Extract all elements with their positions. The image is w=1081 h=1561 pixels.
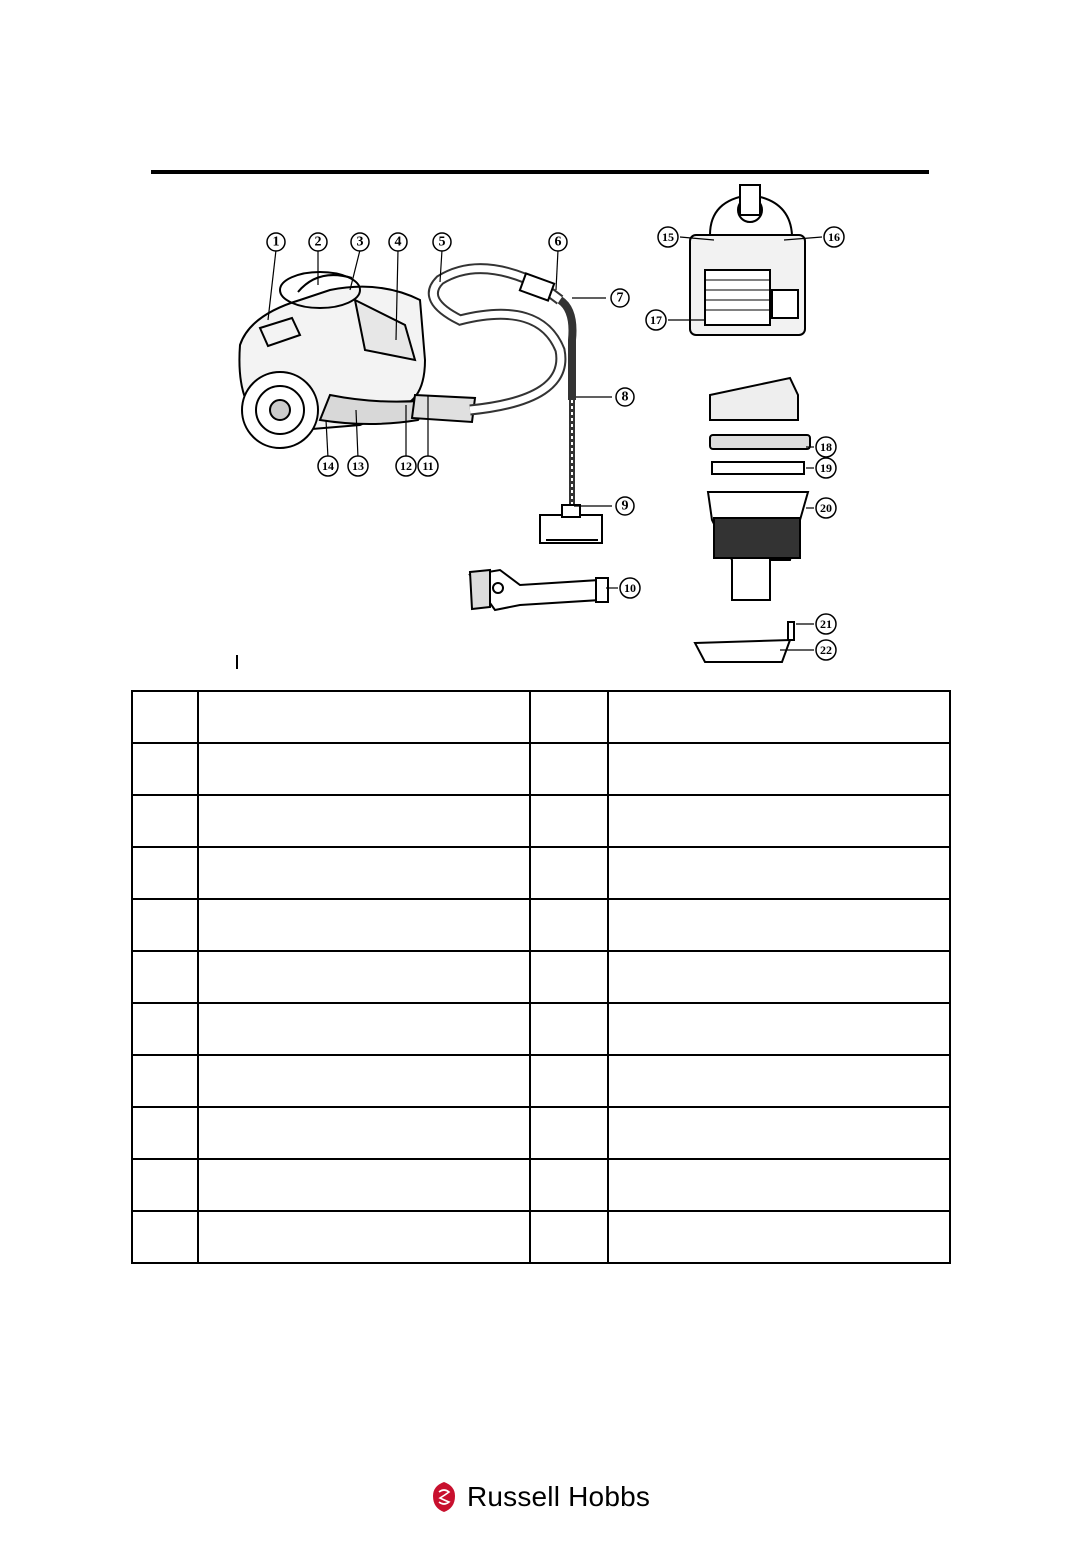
callout-16: 16 bbox=[828, 230, 840, 244]
part-number-left bbox=[132, 1003, 198, 1055]
part-number-left bbox=[132, 899, 198, 951]
callout-14: 14 bbox=[322, 459, 334, 473]
part-number-right bbox=[530, 1211, 608, 1263]
part-name-left bbox=[198, 743, 530, 795]
crevice-brush-tool bbox=[470, 570, 608, 610]
table-row bbox=[132, 899, 950, 951]
part-number-left bbox=[132, 691, 198, 743]
part-number-left bbox=[132, 795, 198, 847]
part-name-left bbox=[198, 1003, 530, 1055]
callout-21: 21 bbox=[820, 617, 832, 631]
parts-table bbox=[131, 690, 951, 1264]
callout-22: 22 bbox=[820, 643, 832, 657]
part-number-left bbox=[132, 743, 198, 795]
callout-4: 4 bbox=[394, 234, 402, 250]
russell-hobbs-logo-icon bbox=[431, 1480, 457, 1514]
callout-15: 15 bbox=[662, 230, 674, 244]
part-number-left bbox=[132, 1107, 198, 1159]
table-row bbox=[132, 1159, 950, 1211]
part-name-left bbox=[198, 795, 530, 847]
part-name-left bbox=[198, 691, 530, 743]
part-name-right bbox=[608, 743, 950, 795]
callout-7: 7 bbox=[616, 290, 624, 306]
part-name-left bbox=[198, 847, 530, 899]
part-number-right bbox=[530, 847, 608, 899]
cyclone-filter bbox=[708, 492, 808, 600]
callout-6: 6 bbox=[554, 234, 562, 250]
part-name-left bbox=[198, 951, 530, 1003]
part-number-right bbox=[530, 1159, 608, 1211]
part-number-left bbox=[132, 951, 198, 1003]
part-name-right bbox=[608, 847, 950, 899]
callout-17: 17 bbox=[650, 313, 662, 327]
callout-20: 20 bbox=[820, 501, 832, 515]
part-name-right bbox=[608, 1211, 950, 1263]
callout-13: 13 bbox=[352, 459, 364, 473]
callout-9: 9 bbox=[621, 498, 629, 514]
part-name-left bbox=[198, 899, 530, 951]
vacuum-exploded-diagram bbox=[0, 0, 1081, 690]
table-row bbox=[132, 1211, 950, 1263]
part-name-right bbox=[608, 951, 950, 1003]
part-name-right bbox=[608, 1107, 950, 1159]
callout-3: 3 bbox=[356, 234, 364, 250]
part-name-right bbox=[608, 795, 950, 847]
callout-2: 2 bbox=[314, 234, 322, 250]
table-row bbox=[132, 1107, 950, 1159]
part-number-right bbox=[530, 1107, 608, 1159]
part-number-right bbox=[530, 743, 608, 795]
dust-bin-lid bbox=[695, 640, 790, 662]
release-clip bbox=[788, 622, 794, 640]
foam-filter bbox=[712, 462, 804, 474]
part-number-right bbox=[530, 899, 608, 951]
exhaust-grille bbox=[710, 378, 798, 420]
table-row bbox=[132, 951, 950, 1003]
part-number-right bbox=[530, 951, 608, 1003]
part-name-left bbox=[198, 1159, 530, 1211]
table-row bbox=[132, 1055, 950, 1107]
callout-18: 18 bbox=[820, 440, 832, 454]
part-number-right bbox=[530, 1003, 608, 1055]
part-number-right bbox=[530, 691, 608, 743]
callout-8: 8 bbox=[621, 389, 629, 405]
table-row bbox=[132, 691, 950, 743]
floor-nozzle bbox=[540, 505, 602, 543]
brand-name: Russell Hobbs bbox=[466, 1481, 651, 1512]
part-name-left bbox=[198, 1211, 530, 1263]
part-number-right bbox=[530, 1055, 608, 1107]
part-number-right bbox=[530, 795, 608, 847]
brand-footer bbox=[0, 1480, 1081, 1514]
table-row bbox=[132, 847, 950, 899]
callout-12: 12 bbox=[400, 459, 412, 473]
part-name-left bbox=[198, 1107, 530, 1159]
part-name-right bbox=[608, 1003, 950, 1055]
part-name-right bbox=[608, 1055, 950, 1107]
part-name-right bbox=[608, 899, 950, 951]
part-name-left bbox=[198, 1055, 530, 1107]
vacuum-rear-view bbox=[690, 185, 805, 335]
callout-5: 5 bbox=[438, 234, 446, 250]
table-row bbox=[132, 795, 950, 847]
table-row bbox=[132, 743, 950, 795]
part-name-right bbox=[608, 1159, 950, 1211]
callout-11: 11 bbox=[422, 459, 434, 473]
callout-10: 10 bbox=[624, 581, 636, 595]
callout-19: 19 bbox=[820, 461, 832, 475]
part-number-left bbox=[132, 1211, 198, 1263]
callout-1: 1 bbox=[272, 234, 280, 250]
part-number-left bbox=[132, 847, 198, 899]
part-number-left bbox=[132, 1055, 198, 1107]
part-number-left bbox=[132, 1159, 198, 1211]
filter-cover bbox=[710, 435, 810, 449]
caption-mark bbox=[236, 655, 238, 669]
part-name-right bbox=[608, 691, 950, 743]
table-row bbox=[132, 1003, 950, 1055]
